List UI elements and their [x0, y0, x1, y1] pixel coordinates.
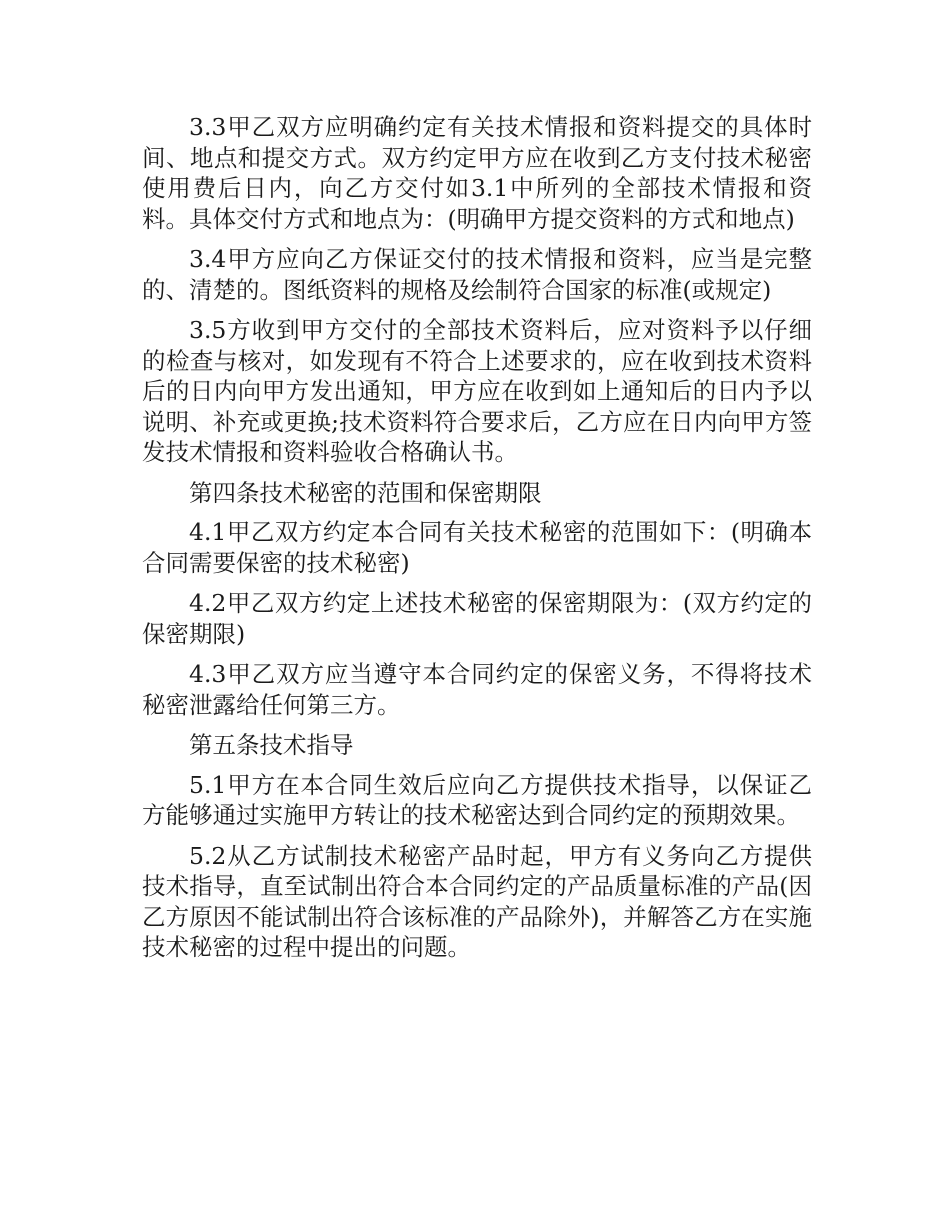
- article-4-heading: 第四条技术秘密的范围和保密期限: [189, 478, 542, 507]
- clause-5-2: 5.2从乙方试制技术秘密产品时起，甲方有义务向乙方提供技术指导，直至试制出符合本合同约定的产品质量标准的产品(因乙方原因不能试制出符合该标准的产品除外)，并解答乙方在实施技术秘密的过程中提出的问题。: [142, 841, 812, 961]
- clause-5-1: 5.1甲方在本合同生效后应向乙方提供技术指导，以保证乙方能够通过实施甲方转让的技术秘密达到合同约定的预期效果。: [142, 770, 812, 829]
- document-page: [142, 112, 812, 973]
- clause-4-1: 4.1甲乙双方约定本合同有关技术秘密的范围如下：(明确本合同需要保密的技术秘密): [142, 518, 812, 577]
- article-5-heading: 第五条技术指导: [189, 731, 354, 759]
- clause-3-3: 3.3甲乙双方应明确约定有关技术情报和资料提交的具体时间、地点和提交方式。双方约定甲方应在收到乙方支付技术秘密使用费后日内，向乙方交付如3.1中所列的全部技术情报和资料。具体交付方式和地点为：(明确甲方提交资料的方式和地点): [142, 113, 812, 233]
- clause-4-3: 4.3甲乙双方应当遵守本合同约定的保密义务，不得将技术秘密泄露给任何第三方。: [142, 660, 812, 719]
- clause-4-2: 4.2甲乙双方约定上述技术秘密的保密期限为：(双方约定的保密期限): [142, 589, 812, 648]
- clause-3-5: 3.5方收到甲方交付的全部技术资料后，应对资料予以仔细的检查与核对，如发现有不符合上述要求的，应在收到技术资料后的日内向甲方发出通知，甲方应在收到如上通知后的日内予以说明、补充或更换;技术资料符合要求后，乙方应在日内向甲方签发技术情报和资料验收合格确认书。: [142, 316, 812, 466]
- clause-3-4: 3.4甲方应向乙方保证交付的技术情报和资料，应当是完整的、清楚的。图纸资料的规格及绘制符合国家的标准(或规定): [142, 245, 812, 304]
